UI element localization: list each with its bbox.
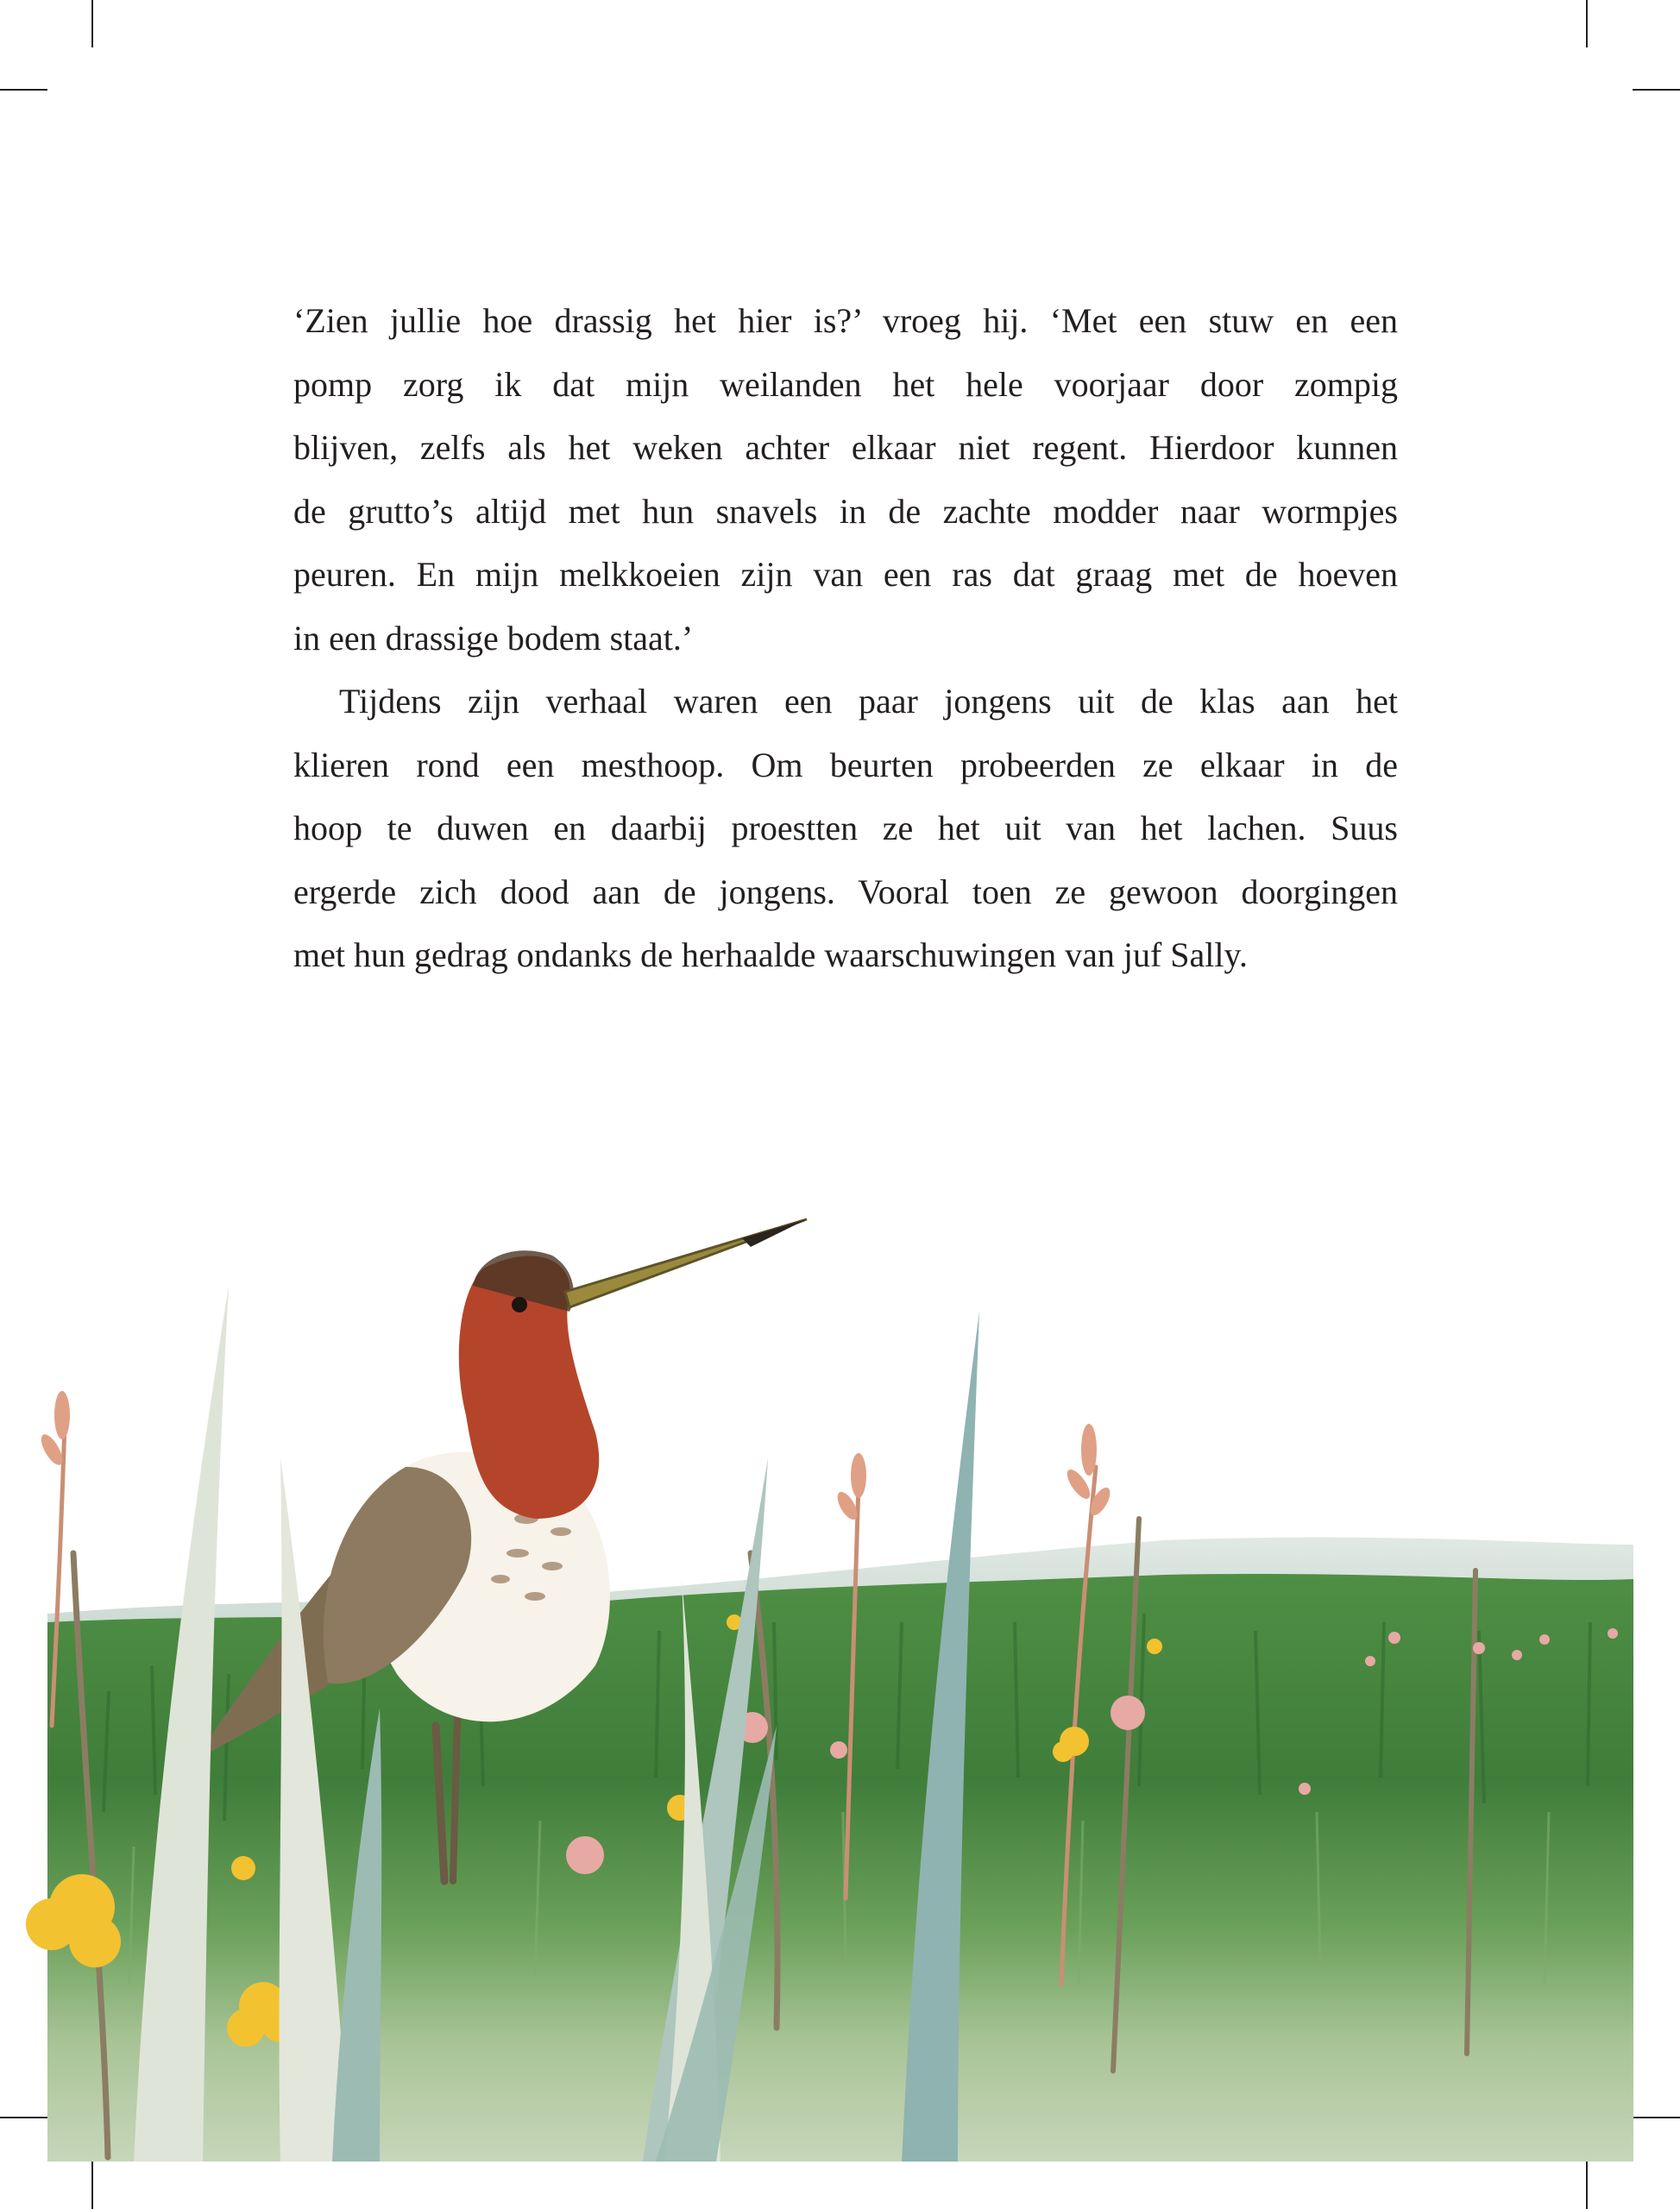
text-line: pomp zorg ik dat mijn weilanden het hele voorjaar door zompig	[293, 364, 1398, 404]
text-line: Tijdens zijn verhaal waren een paar jongens uit de klas aan het	[339, 682, 1398, 721]
text-line: met hun gedrag ondanks de herhaalde waarschuwingen van juf Sally.	[293, 935, 1248, 974]
text-line: ‘Zien jullie hoe drassig het hier is?’ vroeg hij. ‘Met een stuw en een	[293, 301, 1398, 340]
text-line: peuren. En mijn melkkoeien zijn van een ras dat graag met de hoeven	[293, 555, 1398, 594]
text-line: klieren rond een mesthoop. Om beurten probeerden ze elkaar in de	[293, 745, 1398, 784]
bird-eye	[512, 1297, 527, 1312]
text-line: in een drassige bodem staat.’	[293, 618, 694, 658]
text-line: de grutto’s altijd met hun snavels in de zachte modder naar wormpjes	[293, 491, 1398, 531]
text-line: blijven, zelfs als het weken achter elkaar niet regent. Hierdoor kunnen	[293, 428, 1398, 467]
text-line: hoop te duwen en daarbij proestten ze het uit van het lachen. Suus	[293, 809, 1398, 847]
text-line: ergerde zich dood aan de jongens. Vooral toen ze gewoon doorgingen	[293, 872, 1398, 911]
